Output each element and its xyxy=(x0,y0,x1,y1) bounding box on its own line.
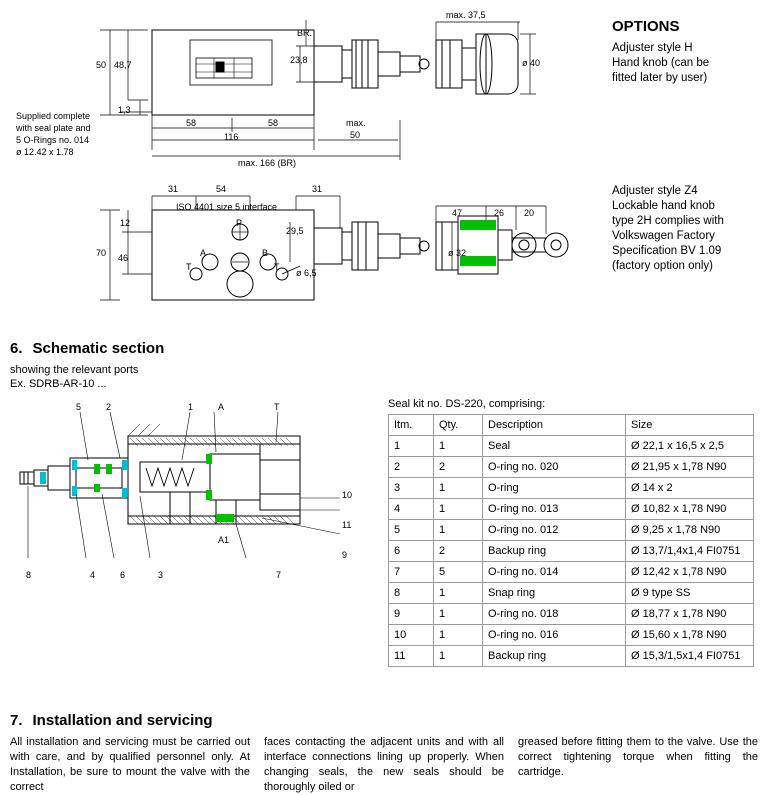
note-line-4: ø 12.42 x 1.78 xyxy=(16,147,74,157)
options-section xyxy=(612,18,709,86)
dim-6-5: ø 6,5 xyxy=(296,268,317,278)
table-row xyxy=(389,457,754,478)
section-6-subtext xyxy=(10,363,164,391)
cell-qty: 1 xyxy=(434,520,483,541)
options-title: OPTIONS xyxy=(612,18,680,35)
section-6 xyxy=(10,340,164,391)
cell-qty: 5 xyxy=(434,562,483,583)
dim-54: 54 xyxy=(216,184,227,194)
port-label-t1: T xyxy=(186,262,192,272)
dim-29-5: 29,5 xyxy=(286,226,304,236)
dim-46: 46 xyxy=(118,253,129,263)
callout-3: 3 xyxy=(158,570,164,580)
callout-8: 8 xyxy=(26,570,32,580)
table-row xyxy=(389,646,754,667)
column-header-qty: Qty. xyxy=(434,415,483,436)
iso-interface-label: ISO 4401 size 5 interface xyxy=(176,202,278,212)
table-row xyxy=(389,583,754,604)
cell-item: 1 xyxy=(389,436,434,457)
cell-description: Seal xyxy=(483,436,626,457)
seal-kit-section xyxy=(388,398,754,667)
seal-kit-title: Seal kit no. DS-220, comprising: xyxy=(388,398,546,410)
section-7-column-3: greased before fitting them to the valve. Use the correct tightening torque when fitting the cartridge. xyxy=(518,736,758,778)
callout-7: 7 xyxy=(276,570,282,580)
cell-item: 6 xyxy=(389,541,434,562)
options-block-2-line-2: Lockable hand knob xyxy=(612,200,715,212)
table-row xyxy=(389,436,754,457)
section-6-sub-line-2: Ex. SDRB-AR-10 ... xyxy=(10,378,107,390)
column-header-size: Size xyxy=(626,415,754,436)
cell-size: Ø 12,42 x 1,78 N90 xyxy=(626,562,754,583)
port-label-b: B xyxy=(262,248,269,258)
port-label-p: P xyxy=(236,218,243,228)
dim-116: 116 xyxy=(224,132,239,142)
dim-12: 12 xyxy=(120,218,131,228)
section-7-column-2: faces contacting the adjacent units and with all interface connections lining up properly. When changing seals, the new seals should be thoroughly oiled or xyxy=(264,736,504,793)
cell-qty: 1 xyxy=(434,583,483,604)
note-line-2: with seal plate and xyxy=(16,123,91,133)
column-header-description: Description xyxy=(483,415,626,436)
cell-qty: 2 xyxy=(434,541,483,562)
section-6-title: Schematic section xyxy=(32,340,165,357)
cell-size: Ø 21,95 x 1,78 N90 xyxy=(626,457,754,478)
cell-size: Ø 9,25 x 1,78 N90 xyxy=(626,520,754,541)
section-7-title: Installation and servicing xyxy=(32,712,213,729)
cell-item: 9 xyxy=(389,604,434,625)
options-block-2-line-3: type 2H complies with xyxy=(612,215,724,227)
callout-6: 6 xyxy=(120,570,126,580)
callout-t: T xyxy=(274,402,280,412)
cell-qty: 2 xyxy=(434,457,483,478)
dim-48-7: 48,7 xyxy=(114,60,132,70)
section-6-number: 6. xyxy=(10,340,23,357)
options-block-2-line-1: Adjuster style Z4 xyxy=(612,185,698,197)
cell-size: Ø 14 x 2 xyxy=(626,478,754,499)
options-block-2-line-4: Volkswagen Factory xyxy=(612,230,715,242)
cell-size: Ø 15,3/1,5x1,4 FI0751 xyxy=(626,646,754,667)
table-row xyxy=(389,625,754,646)
dim-47: 47 xyxy=(452,208,463,218)
bottom-assembly-drawing xyxy=(0,170,600,330)
dim-26: 26 xyxy=(494,208,505,218)
options-block-2-line-6: (factory option only) xyxy=(612,260,713,272)
port-label-a: A xyxy=(200,248,207,258)
cell-description: O-ring no. 020 xyxy=(483,457,626,478)
cell-qty: 1 xyxy=(434,436,483,457)
section-6-sub-line-1: showing the relevant ports xyxy=(10,364,139,376)
seal-kit-table xyxy=(388,414,754,667)
cell-item: 7 xyxy=(389,562,434,583)
callout-5: 5 xyxy=(76,402,82,412)
dim-total-166: max. 166 (BR) xyxy=(238,158,297,168)
cell-qty: 1 xyxy=(434,499,483,520)
dim-32: ø 32 xyxy=(448,248,467,258)
cell-description: O-ring no. 013 xyxy=(483,499,626,520)
seal-plate-note xyxy=(16,110,91,158)
callout-9: 9 xyxy=(342,550,348,560)
dim-max-37-5: max. 37,5 xyxy=(446,10,486,20)
cell-qty: 1 xyxy=(434,478,483,499)
cell-qty: 1 xyxy=(434,604,483,625)
dim-1-3: 1,3 xyxy=(118,105,131,115)
cell-size: Ø 18,77 x 1,78 N90 xyxy=(626,604,754,625)
cell-item: 4 xyxy=(389,499,434,520)
table-row xyxy=(389,478,754,499)
callout-4: 4 xyxy=(90,570,96,580)
cell-description: O-ring xyxy=(483,478,626,499)
section-7-number: 7. xyxy=(10,712,23,729)
section-7 xyxy=(10,712,760,795)
section-7-column-1: All installation and servicing must be carried out with care, and by qualified personnel only. At Installation, be sure to mount the valve with the correct xyxy=(10,736,250,793)
table-row xyxy=(389,604,754,625)
cell-size: Ø 10,82 x 1,78 N90 xyxy=(626,499,754,520)
schematic-section-drawing xyxy=(10,398,370,588)
port-label-t2: T xyxy=(274,262,280,272)
dim-58-b: 58 xyxy=(268,118,279,128)
table-row xyxy=(389,520,754,541)
cell-description: O-ring no. 012 xyxy=(483,520,626,541)
table-row xyxy=(389,541,754,562)
callout-a1: A1 xyxy=(218,535,230,545)
cell-description: Snap ring xyxy=(483,583,626,604)
table-row xyxy=(389,499,754,520)
callout-10: 10 xyxy=(342,490,353,500)
options-block-2 xyxy=(612,184,724,274)
callout-2: 2 xyxy=(106,402,112,412)
dim-31-b: 31 xyxy=(312,184,323,194)
options-block-1-line-2: Hand knob (can be xyxy=(612,57,710,69)
cell-description: O-ring no. 016 xyxy=(483,625,626,646)
dim-50: 50 xyxy=(96,60,107,70)
cell-item: 3 xyxy=(389,478,434,499)
cell-size: Ø 15,60 x 1,78 N90 xyxy=(626,625,754,646)
options-block-1-line-1: Adjuster style H xyxy=(612,42,693,54)
cell-item: 10 xyxy=(389,625,434,646)
callout-11: 11 xyxy=(342,520,352,530)
dim-max: max. xyxy=(346,118,366,128)
note-line-1: Supplied complete xyxy=(16,111,91,121)
table-row xyxy=(389,562,754,583)
callout-1: 1 xyxy=(188,402,194,412)
column-header-item: Itm. xyxy=(389,415,434,436)
dim-20: 20 xyxy=(524,208,535,218)
cell-size: Ø 13,7/1,4x1,4 FI0751 xyxy=(626,541,754,562)
cell-description: O-ring no. 014 xyxy=(483,562,626,583)
note-line-3: 5 O-Rings no. 014 xyxy=(16,135,90,145)
cell-qty: 1 xyxy=(434,625,483,646)
cell-description: Backup ring xyxy=(483,541,626,562)
cell-qty: 1 xyxy=(434,646,483,667)
cell-item: 11 xyxy=(389,646,434,667)
dim-max-50: 50 xyxy=(350,130,361,140)
options-block-2-line-5: Specification BV 1.09 xyxy=(612,245,722,257)
cell-item: 8 xyxy=(389,583,434,604)
options-block-1 xyxy=(612,41,709,86)
cell-description: O-ring no. 018 xyxy=(483,604,626,625)
cell-item: 5 xyxy=(389,520,434,541)
callout-a: A xyxy=(218,402,225,412)
dim-58-a: 58 xyxy=(186,118,197,128)
dim-70: 70 xyxy=(96,248,107,258)
dim-d40: ø 40 xyxy=(522,58,541,68)
table-header-row xyxy=(389,415,754,436)
cell-description: Backup ring xyxy=(483,646,626,667)
dim-31-a: 31 xyxy=(168,184,179,194)
options-block-1-line-3: fitted later by user) xyxy=(612,72,708,84)
dim-23-8: 23,8 xyxy=(290,55,308,65)
dim-br: BR. xyxy=(297,28,313,38)
cell-item: 2 xyxy=(389,457,434,478)
cell-size: Ø 9 type SS xyxy=(626,583,754,604)
cell-size: Ø 22,1 x 16,5 x 2,5 xyxy=(626,436,754,457)
